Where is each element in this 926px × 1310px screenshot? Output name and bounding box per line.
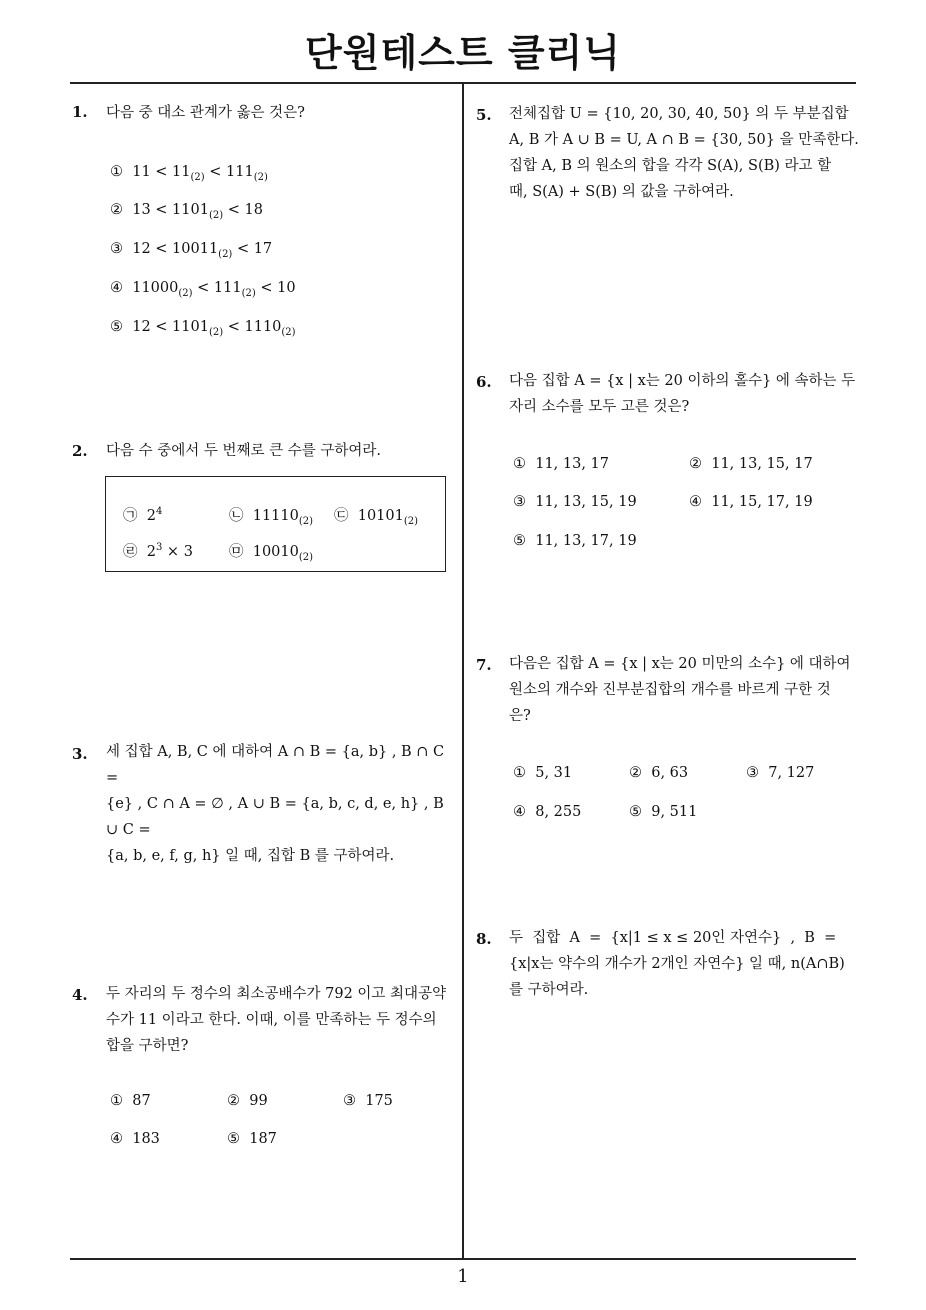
q7-text xyxy=(509,651,859,729)
q3-number: 3. xyxy=(72,745,88,763)
q6-line-1: 다음 집합 A = {x | x는 20 이하의 홀수} 에 속하는 두 xyxy=(509,373,856,389)
q7-line-1: 다음은 집합 A = {x | x는 20 미만의 소수} 에 대하여 xyxy=(509,656,851,672)
q4-text xyxy=(106,981,458,1059)
q2-item-3-base: (2) xyxy=(403,515,419,527)
q7-line-3: 은? xyxy=(509,708,531,724)
q2-item-2-value: 11110 xyxy=(252,508,299,524)
q4-option-3[interactable] xyxy=(343,1093,393,1109)
q6-option-2-value: 11, 13, 15, 17 xyxy=(711,456,813,472)
q6-option-5-mark: ⑤ xyxy=(513,533,526,549)
q6-option-1-value: 11, 13, 17 xyxy=(535,456,610,472)
q4-option-5-value: 187 xyxy=(249,1131,277,1147)
q3-line-3: {a, b, e, f, g, h} 일 때, 집합 B 를 구하여라. xyxy=(106,848,395,864)
q3-line-1: 세 집합 A, B, C 에 대하여 A ∩ B = {a, b} , B ∩ C = xyxy=(106,744,445,786)
q1-option-5-expr-a: 12 < 1101 xyxy=(132,319,209,335)
q6-option-4-mark: ④ xyxy=(689,494,702,510)
q6-option-5-value: 11, 13, 17, 19 xyxy=(535,533,637,549)
q7-option-1-mark: ① xyxy=(513,765,526,781)
q7-option-5-mark: ⑤ xyxy=(629,804,642,820)
q1-option-2[interactable] xyxy=(110,202,263,221)
q4-option-1-mark: ① xyxy=(110,1093,123,1109)
q1-option-1-base-b: (2) xyxy=(253,171,268,183)
q2-item-3 xyxy=(334,504,418,527)
q2-item-1-exponent: 4 xyxy=(155,506,163,518)
q2-item-2-mark: ㉡ xyxy=(229,508,244,524)
q2-item-2 xyxy=(229,504,313,527)
q4-option-4-mark: ④ xyxy=(110,1131,123,1147)
q4-line-3: 합을 구하면? xyxy=(106,1038,189,1054)
q8-line-3: 를 구하여라. xyxy=(509,982,589,998)
q4-option-2-mark: ② xyxy=(227,1093,240,1109)
q6-option-3-value: 11, 13, 15, 19 xyxy=(535,494,637,510)
q4-option-2-value: 99 xyxy=(249,1093,268,1109)
q1-option-4-expr-c: < 10 xyxy=(255,280,296,296)
q2-item-5-value: 10010 xyxy=(252,544,299,560)
q7-option-4-mark: ④ xyxy=(513,804,526,820)
q1-option-3[interactable] xyxy=(110,241,272,260)
q4-option-2[interactable] xyxy=(227,1093,268,1109)
q1-option-5-base-b: (2) xyxy=(281,326,296,338)
q1-option-1-mark: ① xyxy=(110,164,123,180)
q1-number: 1. xyxy=(72,103,88,121)
q4-number: 4. xyxy=(72,986,88,1004)
q4-line-2: 수가 11 이라고 한다. 이때, 이를 만족하는 두 정수의 xyxy=(106,1012,437,1028)
page-number: 1 xyxy=(457,1266,469,1287)
q4-option-3-mark: ③ xyxy=(343,1093,356,1109)
q7-option-2-mark: ② xyxy=(629,765,642,781)
q4-option-1[interactable] xyxy=(110,1093,151,1109)
q7-option-2[interactable] xyxy=(629,765,688,781)
q1-option-5-expr-b: < 1110 xyxy=(223,319,282,335)
q7-option-1-value: 5, 31 xyxy=(535,765,573,781)
q4-option-4-value: 183 xyxy=(132,1131,160,1147)
q1-option-5-base-a: (2) xyxy=(208,326,224,338)
q3-text xyxy=(106,739,456,869)
q2-item-1-mark: ㉠ xyxy=(123,508,138,524)
q7-option-2-value: 6, 63 xyxy=(651,765,689,781)
q8-number: 8. xyxy=(476,930,492,948)
q2-item-4-exponent: 3 xyxy=(155,542,163,554)
bottom-rule xyxy=(70,1258,856,1260)
q1-option-2-expr-b: < 18 xyxy=(223,202,263,218)
q6-option-1-mark: ① xyxy=(513,456,526,472)
q1-option-2-base-a: (2) xyxy=(208,209,224,221)
q5-text xyxy=(509,101,859,205)
q7-option-3-mark: ③ xyxy=(746,765,759,781)
q4-option-1-value: 87 xyxy=(132,1093,151,1109)
q7-option-3-value: 7, 127 xyxy=(768,765,815,781)
q2-item-4 xyxy=(123,540,193,561)
q6-option-4[interactable] xyxy=(689,494,813,510)
q5-number: 5. xyxy=(476,106,492,124)
q1-option-5[interactable] xyxy=(110,319,296,338)
q6-option-1[interactable] xyxy=(513,456,609,472)
q8-text xyxy=(509,925,861,1003)
q1-option-3-base-a: (2) xyxy=(218,248,233,260)
q1-option-5-mark: ⑤ xyxy=(110,319,123,335)
q6-text xyxy=(509,368,859,420)
q2-choice-box xyxy=(105,476,446,572)
q8-line-2: {x|x는 약수의 개수가 2개인 자연수} 일 때, n(A∩B) xyxy=(509,956,845,972)
q2-item-5 xyxy=(229,540,313,563)
q5-line-1: 전체집합 U = {10, 20, 30, 40, 50} 의 두 부분집합 xyxy=(509,106,849,122)
q6-option-3[interactable] xyxy=(513,494,637,510)
q1-option-4-mark: ④ xyxy=(110,280,123,296)
q5-line-4: 때, S(A) + S(B) 의 값을 구하여라. xyxy=(509,184,734,200)
q2-item-3-value: 10101 xyxy=(357,508,404,524)
q1-option-4-expr-a: 11000 xyxy=(132,280,179,296)
page-title: 단원테스트 클리닉 xyxy=(305,31,621,75)
q7-line-2: 원소의 개수와 진부분집합의 개수를 바르게 구한 것 xyxy=(509,682,831,698)
q6-option-2[interactable] xyxy=(689,456,813,472)
q2-item-5-base: (2) xyxy=(298,551,314,563)
q7-option-4-value: 8, 255 xyxy=(535,804,582,820)
q3-line-2: {e} , C ∩ A = ∅ , A ∪ B = {a, b, c, d, e, h} , B ∪ C = xyxy=(106,796,444,838)
q4-option-3-value: 175 xyxy=(365,1093,393,1109)
q1-option-1-base-a: (2) xyxy=(190,171,205,183)
q1-option-1-expr-a: 11 < 11 xyxy=(132,164,191,180)
q1-option-4-expr-b: < 111 xyxy=(192,280,242,296)
q8-line-1: 두 집합 A = {x|1 ≤ x ≤ 20인 자연수} , B = xyxy=(509,930,837,946)
q2-item-5-mark: ㉤ xyxy=(229,544,244,560)
q6-number: 6. xyxy=(476,373,492,391)
q1-option-1-expr-b: < 111 xyxy=(204,164,254,180)
q1-option-1[interactable] xyxy=(110,164,268,183)
q2-item-3-mark: ㉢ xyxy=(334,508,349,524)
column-divider xyxy=(462,82,464,1260)
q4-line-1: 두 자리의 두 정수의 최소공배수가 792 이고 최대공약 xyxy=(106,986,447,1002)
q1-option-4[interactable] xyxy=(110,280,296,299)
q7-number: 7. xyxy=(476,656,492,674)
q2-text: 다음 수 중에서 두 번째로 큰 수를 구하여라. xyxy=(106,443,381,459)
q2-item-4-mark: ㉣ xyxy=(123,544,138,560)
q2-item-2-base: (2) xyxy=(298,515,314,527)
q1-option-3-mark: ③ xyxy=(110,241,123,257)
q5-line-3: 집합 A, B 의 원소의 합을 각각 S(A), S(B) 라고 할 xyxy=(509,158,832,174)
q2-number: 2. xyxy=(72,442,88,460)
q4-option-5-mark: ⑤ xyxy=(227,1131,240,1147)
q2-item-4-base: 2 xyxy=(146,544,156,560)
q6-line-2: 자리 소수를 모두 고른 것은? xyxy=(509,399,690,415)
q1-text: 다음 중 대소 관계가 옳은 것은? xyxy=(106,105,305,121)
q1-option-4-base-a: (2) xyxy=(178,287,193,299)
q6-option-5[interactable] xyxy=(513,533,637,549)
q7-option-5[interactable] xyxy=(629,804,697,820)
q1-option-4-base-b: (2) xyxy=(241,287,256,299)
q4-option-4[interactable] xyxy=(110,1131,160,1147)
q2-item-4-tail: × 3 xyxy=(162,544,193,560)
q7-option-4[interactable] xyxy=(513,804,581,820)
q6-option-2-mark: ② xyxy=(689,456,702,472)
q4-option-5[interactable] xyxy=(227,1131,277,1147)
q7-option-5-value: 9, 511 xyxy=(651,804,698,820)
q1-option-3-expr-b: < 17 xyxy=(232,241,273,257)
q2-item-1 xyxy=(123,504,162,525)
q6-option-4-value: 11, 15, 17, 19 xyxy=(711,494,813,510)
q7-option-3[interactable] xyxy=(746,765,814,781)
q1-option-3-expr-a: 12 < 10011 xyxy=(132,241,219,257)
q7-option-1[interactable] xyxy=(513,765,572,781)
q5-line-2: A, B 가 A ∪ B = U, A ∩ B = {30, 50} 을 만족한다. xyxy=(509,132,859,148)
q1-option-2-mark: ② xyxy=(110,202,123,218)
q6-option-3-mark: ③ xyxy=(513,494,526,510)
q1-option-2-expr-a: 13 < 1101 xyxy=(132,202,209,218)
q2-item-1-base: 2 xyxy=(146,508,156,524)
